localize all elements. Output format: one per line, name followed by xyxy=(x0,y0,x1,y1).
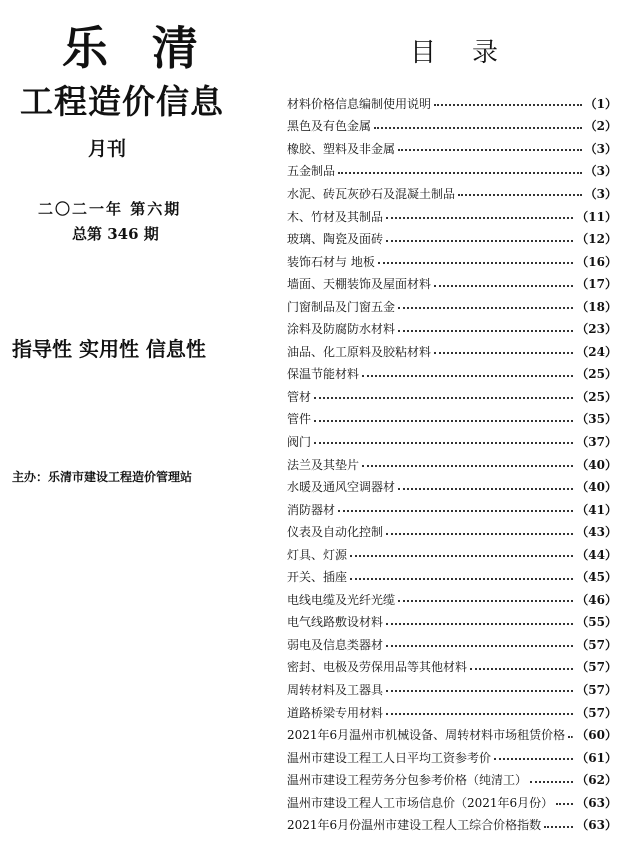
toc-entry[interactable] xyxy=(287,543,617,566)
toc-entry-page: （25） xyxy=(576,389,617,404)
leader-dots xyxy=(398,149,582,151)
toc-entry[interactable] xyxy=(287,520,617,543)
toc-entry[interactable] xyxy=(287,385,617,408)
toc-entry[interactable] xyxy=(287,611,617,634)
toc-entry-label: 消防器材 xyxy=(287,502,336,517)
toc-entry-label: 五金制品 xyxy=(287,164,336,179)
toc-entry[interactable] xyxy=(287,453,617,476)
toc-entry-label: 周转材料及工器具 xyxy=(287,682,384,697)
leader-dots xyxy=(494,758,573,760)
toc-entry-label: 弱电及信息类器材 xyxy=(287,637,384,652)
toc-entry-label: 密封、电极及劳保用品等其他材料 xyxy=(287,660,468,675)
toc-entry[interactable] xyxy=(287,272,617,295)
leader-dots xyxy=(568,736,573,738)
toc-entry-page: （41） xyxy=(576,502,617,517)
toc-entry-label: 温州市建设工程工人日平均工资参考价 xyxy=(287,750,492,765)
toc-entry-label: 2021年6月温州市机械设备、周转材料市场租赁价格 xyxy=(287,728,566,743)
leader-dots xyxy=(544,826,573,828)
toc-entry-page: （3） xyxy=(584,164,617,179)
toc-entry-label: 水泥、砖瓦灰砂石及混凝土制品 xyxy=(287,186,456,201)
toc-entry-page: （17） xyxy=(576,277,617,292)
toc-entry[interactable] xyxy=(287,498,617,521)
table-of-contents xyxy=(287,92,617,836)
toc-entry[interactable] xyxy=(287,295,617,318)
toc-entry[interactable] xyxy=(287,814,617,837)
toc-entry-page: （57） xyxy=(576,705,617,720)
toc-entry[interactable] xyxy=(287,340,617,363)
toc-entry[interactable] xyxy=(287,160,617,183)
leader-dots xyxy=(314,397,573,399)
toc-entry[interactable] xyxy=(287,317,617,340)
toc-entry[interactable] xyxy=(287,363,617,386)
toc-entry-page: （2） xyxy=(584,119,617,134)
toc-entry-label: 灯具、灯源 xyxy=(287,547,348,562)
toc-entry[interactable] xyxy=(287,723,617,746)
toc-entry-page: （3） xyxy=(584,186,617,201)
leader-dots xyxy=(398,488,573,490)
toc-entry-label: 油品、化工原料及胶粘材料 xyxy=(287,344,432,359)
toc-entry-label: 电气线路敷设材料 xyxy=(287,615,384,630)
sponsor: 主办：乐清市建设工程造价管理站 xyxy=(12,470,193,484)
toc-entry-label: 水暖及通风空调器材 xyxy=(287,480,396,495)
toc-entry[interactable] xyxy=(287,430,617,453)
toc-entry-page: （55） xyxy=(576,615,617,630)
toc-entry-label: 墙面、天棚装饰及屋面材料 xyxy=(287,277,432,292)
toc-entry-page: （25） xyxy=(576,367,617,382)
toc-entry[interactable] xyxy=(287,227,617,250)
toc-title: 目录 xyxy=(410,38,535,68)
toc-entry-page: （40） xyxy=(576,480,617,495)
toc-entry-page: （60） xyxy=(576,728,617,743)
toc-entry-page: （16） xyxy=(576,254,617,269)
toc-entry-label: 木、竹材及其制品 xyxy=(287,209,384,224)
toc-entry-label: 材料价格信息编制使用说明 xyxy=(287,96,432,111)
toc-entry-page: （37） xyxy=(576,434,617,449)
leader-dots xyxy=(398,330,573,332)
toc-entry[interactable] xyxy=(287,250,617,273)
toc-entry-label: 保温节能材料 xyxy=(287,367,360,382)
toc-entry-label: 2021年6月份温州市建设工程人工综合价格指数 xyxy=(287,818,542,833)
toc-entry-page: （57） xyxy=(576,660,617,675)
toc-entry-page: （44） xyxy=(576,547,617,562)
leader-dots xyxy=(314,420,573,422)
leader-dots xyxy=(362,465,573,467)
publication-title: 工程造价信息 xyxy=(20,82,224,121)
toc-entry-label: 阀门 xyxy=(287,434,312,449)
toc-entry-page: （45） xyxy=(576,570,617,585)
toc-entry[interactable] xyxy=(287,746,617,769)
toc-entry-label: 仪表及自动化控制 xyxy=(287,525,384,540)
toc-entry-page: （63） xyxy=(576,795,617,810)
leader-dots xyxy=(350,555,573,557)
leader-dots xyxy=(556,803,573,805)
toc-entry[interactable] xyxy=(287,92,617,115)
toc-entry-page: （46） xyxy=(576,592,617,607)
toc-entry-label: 道路桥梁专用材料 xyxy=(287,705,384,720)
toc-entry-page: （62） xyxy=(576,773,617,788)
leader-dots xyxy=(362,375,573,377)
toc-entry-label: 温州市建设工程劳务分包参考价格（纯清工） xyxy=(287,773,528,788)
toc-entry[interactable] xyxy=(287,633,617,656)
issue: 二〇二一年 第六期 xyxy=(38,200,182,218)
toc-entry[interactable] xyxy=(287,182,617,205)
toc-entry-page: （35） xyxy=(576,412,617,427)
leader-dots xyxy=(434,285,573,287)
leader-dots xyxy=(386,713,573,715)
leader-dots xyxy=(530,781,573,783)
toc-entry-page: （23） xyxy=(576,322,617,337)
leader-dots xyxy=(386,623,573,625)
leader-dots xyxy=(374,127,582,129)
toc-entry[interactable] xyxy=(287,475,617,498)
toc-entry-label: 管件 xyxy=(287,412,312,427)
leader-dots xyxy=(398,307,573,309)
toc-entry-label: 橡胶、塑料及非金属 xyxy=(287,141,396,156)
toc-entry-page: （11） xyxy=(576,209,617,224)
leader-dots xyxy=(386,217,573,219)
toc-entry-label: 涂料及防腐防水材料 xyxy=(287,322,396,337)
leader-dots xyxy=(386,240,573,242)
toc-entry-label: 法兰及其垫片 xyxy=(287,457,360,472)
city-title: 乐 清 xyxy=(62,21,213,75)
toc-entry-page: （12） xyxy=(576,232,617,247)
leader-dots xyxy=(470,668,573,670)
toc-entry-page: （24） xyxy=(576,344,617,359)
toc-entry-page: （57） xyxy=(576,637,617,652)
toc-entry-label: 装饰石材与 地板 xyxy=(287,254,375,269)
toc-entry-label: 管材 xyxy=(287,389,312,404)
toc-entry-label: 温州市建设工程人工市场信息价（2021年6月份） xyxy=(287,795,554,810)
toc-entry[interactable] xyxy=(287,791,617,814)
toc-entry-page: （43） xyxy=(576,525,617,540)
toc-entry[interactable] xyxy=(287,588,617,611)
frequency: 月刊 xyxy=(88,138,127,160)
leader-dots xyxy=(378,262,573,264)
toc-entry-label: 黑色及有色金属 xyxy=(287,119,372,134)
toc-entry-label: 玻璃、陶瓷及面砖 xyxy=(287,232,384,247)
toc-entry[interactable] xyxy=(287,205,617,228)
slogan: 指导性 实用性 信息性 xyxy=(12,337,206,361)
toc-entry[interactable] xyxy=(287,137,617,160)
toc-entry-label: 开关、插座 xyxy=(287,570,348,585)
toc-entry-page: （3） xyxy=(584,141,617,156)
toc-entry-label: 电线电缆及光纤光缆 xyxy=(287,592,396,607)
leader-dots xyxy=(386,533,573,535)
total-issue: 总第 346 期 xyxy=(72,225,159,243)
toc-entry-page: （61） xyxy=(576,750,617,765)
leader-dots xyxy=(338,172,582,174)
leader-dots xyxy=(398,600,573,602)
toc-entry-page: （40） xyxy=(576,457,617,472)
leader-dots xyxy=(314,442,573,444)
toc-entry[interactable] xyxy=(287,701,617,724)
leader-dots xyxy=(350,578,573,580)
toc-entry[interactable] xyxy=(287,115,617,138)
toc-entry[interactable] xyxy=(287,678,617,701)
leader-dots xyxy=(386,690,573,692)
leader-dots xyxy=(386,645,573,647)
toc-entry-page: （1） xyxy=(584,96,617,111)
toc-entry[interactable] xyxy=(287,656,617,679)
leader-dots xyxy=(458,194,582,196)
toc-entry[interactable] xyxy=(287,565,617,588)
toc-entry-page: （18） xyxy=(576,299,617,314)
leader-dots xyxy=(338,510,573,512)
toc-entry[interactable] xyxy=(287,768,617,791)
leader-dots xyxy=(434,104,582,106)
toc-entry-page: （63） xyxy=(576,818,617,833)
toc-entry-label: 门窗制品及门窗五金 xyxy=(287,299,396,314)
leader-dots xyxy=(434,352,573,354)
toc-entry[interactable] xyxy=(287,408,617,431)
toc-entry-page: （57） xyxy=(576,682,617,697)
